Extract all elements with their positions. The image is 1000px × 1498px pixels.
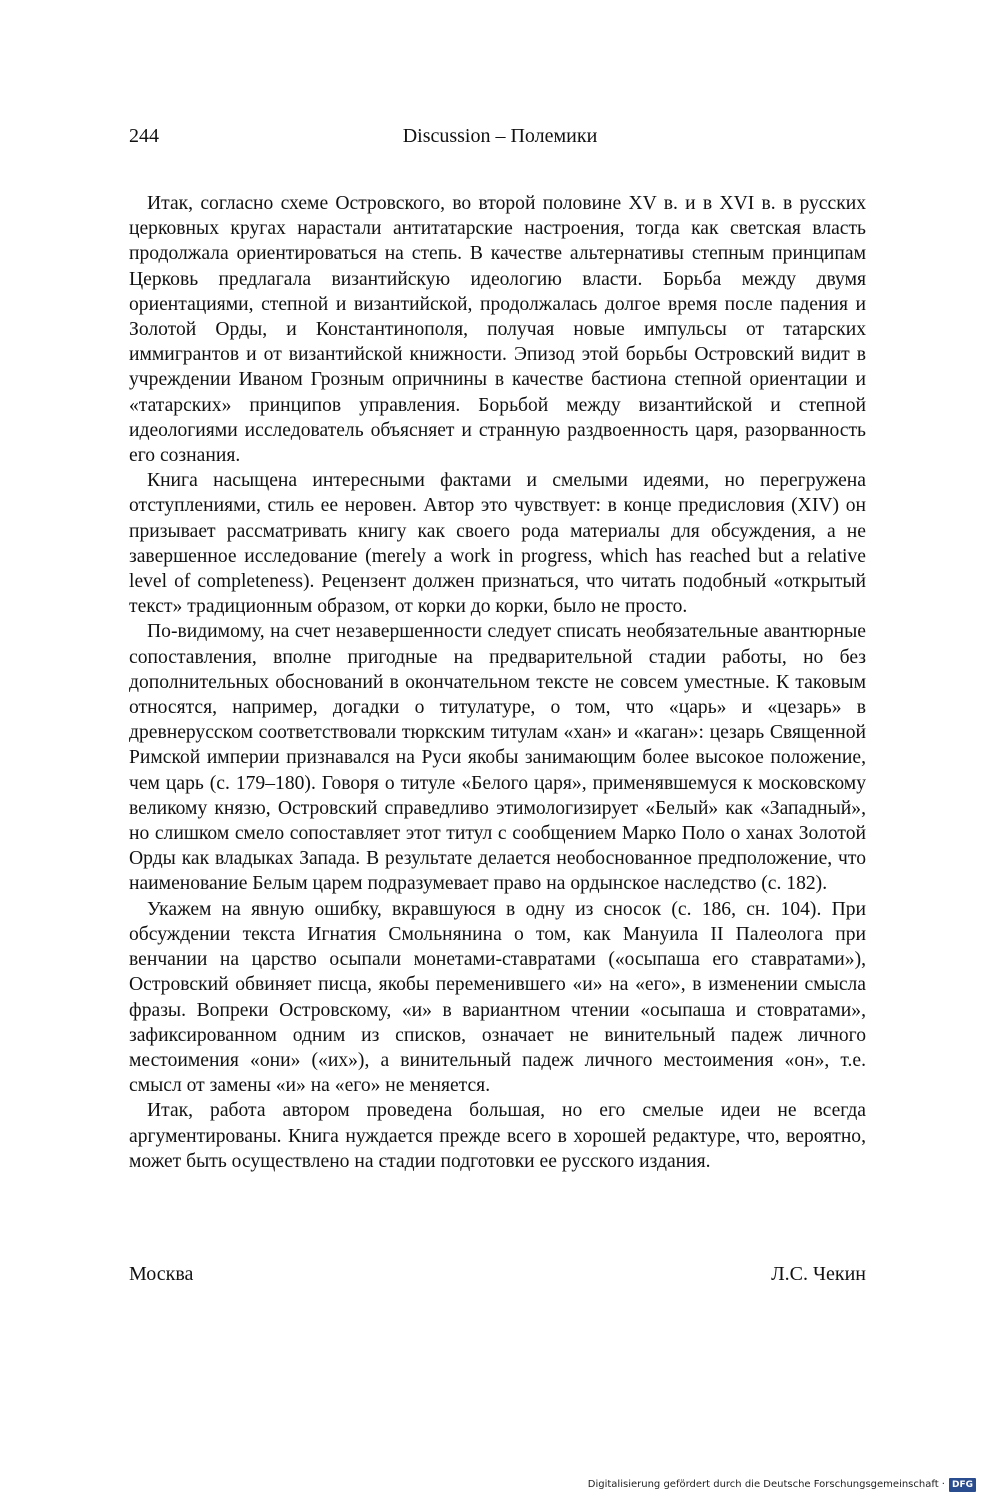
paragraph-3: По-видимому, на счет незавершенности следует списать необязательные авантюрные сопоставления, вполне пригодные на предварительной стадии работы, но без дополнительных обоснований в окончательном тексте не совсем уместные. К таковым относятся, например, догадки о титулатуре, о том, что «царь» и «цезарь» в древнерусском соответствовали тюркским титулам «хан» и «каган»: цезарь Священной Римской империи признавался на Руси якобы занимающим более высокое положение, чем царь (с. 179–180). Говоря о титуле «Белого царя», применявшемуся к московскому великому князю, Островский справедливо этимологизирует «Белый» как «Западный», но слишком смело сопоставляет этот титул с сообщением Марко Поло о ханах Золотой Орды как владыках Запада. В результате делается необоснованное предположение, что наименование Белым царем подразумевает право на ордынское наследство (с. 182). — [129, 621, 866, 895]
page-number: 244 — [129, 125, 159, 147]
paragraph-1: Итак, согласно схеме Островского, во второй половине XV в. и в XVI в. в русских церковных кругах нарастали антитатарские настроения, тогда как светская власть продолжала ориентироваться на степь. В качестве альтернативы степным принципам Церковь предлагала византийскую идеологию власти. Борьба между двумя ориентациями, степной и византийской, продолжалась долгое время после падения и Золотой Орды, и Константинополя, получая новые импульсы от татарских иммигрантов и от византийской книжности. Эпизод этой борьбы Островский видит в учреждении Иваном Грозным опричнины в качестве бастиона степной ориентации и «татарских» принципов управления. Борьбой между византийской и степной идеологиями исследователь объясняет и странную раздвоенность царя, разорванность его сознания. — [129, 193, 866, 467]
paragraph-5: Итак, работа автором проведена большая, но его смелые идеи не всегда аргументированы. Книга нуждается прежде всего в хорошей редактуре, что, вероятно, может быть осуществлено на стадии подготовки ее русского издания. — [129, 1100, 866, 1172]
signature-place: Москва — [129, 1263, 194, 1285]
dfg-logo: DFG — [949, 1478, 976, 1492]
paragraph-4: Укажем на явную ошибку, вкравшуюся в одну из сносок (с. 186, сн. 104). При обсуждении текста Игнатия Смольнянина о том, как Мануила II Палеолога при венчании на царство осыпали монетами-ставратами («осыпаша его ставратами»), Островский обвиняет писца, якобы переменившего «и» на «его», в изменении смысла фразы. Вопреки Островскому, «и» в вариантном чтении «осыпаша и стовратами», зафиксированном одним из списков, означает не винительный падеж личного местоимения «они» («их»), а винительный падеж личного местоимения «он», т.е. смысл от замены «и» на «его» не меняется. — [129, 898, 866, 1097]
running-head: Discussion – Полемики — [402, 125, 598, 147]
digitization-credit-text: Digitalisierung gefördert durch die Deutsche Forschungsgemeinschaft · — [587, 1479, 945, 1490]
paragraph-2: Книга насыщена интересными фактами и смелыми идеями, но перегружена отступлениями, стиль ее неровен. Автор это чувствует: в конце предисловия (XIV) он призывает рассматривать книгу как своего рода материалы для обсуждения, а не завершенное исследование (merely a work in progress, which has reached but a relative level of completeness). Рецензент должен признаться, что читать подобный «открытый текст» традиционным образом, от корки до корки, было не просто. — [129, 470, 866, 618]
body-text — [129, 191, 866, 1174]
digitization-credit — [588, 1478, 976, 1492]
signature-author: Л.С. Чекин — [771, 1263, 866, 1285]
